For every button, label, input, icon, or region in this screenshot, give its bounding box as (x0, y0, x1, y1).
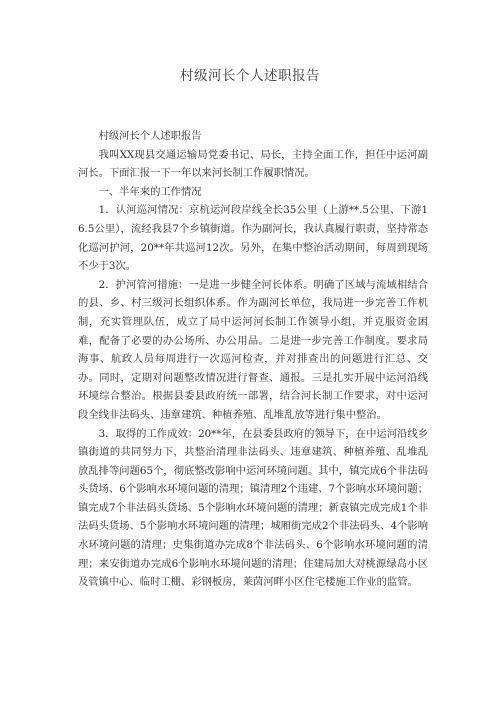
body-paragraph-intro: 我叫XX现县交通运输局党委书记、局长，主持全面工作，担任中运河副河长。下面汇报一下一年以来河长制工作履职情况。 (78, 148, 428, 180)
body-paragraph-heading: 村级河长个人述职报告 (98, 130, 202, 142)
document-body (78, 127, 428, 592)
body-paragraph-measures: 2．护河管河措施：一是进一步健全河长体系。明确了区域与流域相结合的县、乡、村三级河长组织体系。作为副河长单位，我局进一步完善工作机制，充实管理队伍，成立了局中运河河长制工作领导小组，并克服资金困难，配备了必要的办公场所、办公用品。二是进一步完善工作制度。要求局海事、航政人员每周进行一次巡河检查，并对排查出的问题进行汇总、交办。同时，定期对问题整改情况进行督查、通报。三是扎实开展中运河沿线环境综合整治。根据县委县政府统一部署，结合河长制工作要求，对中运河段全线非法码头、违章建筑、种植养殖、乱堆乱放等进行集中整治。 (78, 278, 428, 421)
body-paragraph-results: 3．取得的工作成效：20**年，在县委县政府的领导下，在中运河沿线乡镇街道的共同努力下，共整治清理非法码头、违章建筑、种植养殖、乱堆乱放乱排等问题65个，彻底整改影响中运河环境问题。其中，镇完成6个非法码头货场、6个影响水环境问题的清理；镇清理2个违建、7个影响水环境问题；镇完成7个非法码头货场、5个影响水环境问题的清理；新袁镇完成完成1个非法码头货场、5个影响水环境问题的清理；城厢街完成2个非法码头、4个影响水环境问题的清理；史集街道办完成8个非法码头、6个影响水环境问题的清理；来安街道办完成6个影响水环境问题的清理；住建局加大对桃源绿岛小区及管镇中心、临时工棚、彩钢板房，莱茵河畔小区住宅楼施工作业的监管。 (78, 427, 428, 589)
document-title: 村级河长个人述职报告 (180, 68, 320, 84)
body-paragraph-patrol: 1．认河巡河情况：京杭运河段岸线全长35公里（上游**.5公里、下游16.5公里），流经我县7个乡镇街道。作为副河长，我认真履行职责，坚持常态化巡河护河，20**年共巡河12次。另外，在集中整治活动期间，每周到现场不少于3次。 (78, 204, 428, 273)
section-heading: 一、半年来的工作情况 (98, 185, 202, 198)
